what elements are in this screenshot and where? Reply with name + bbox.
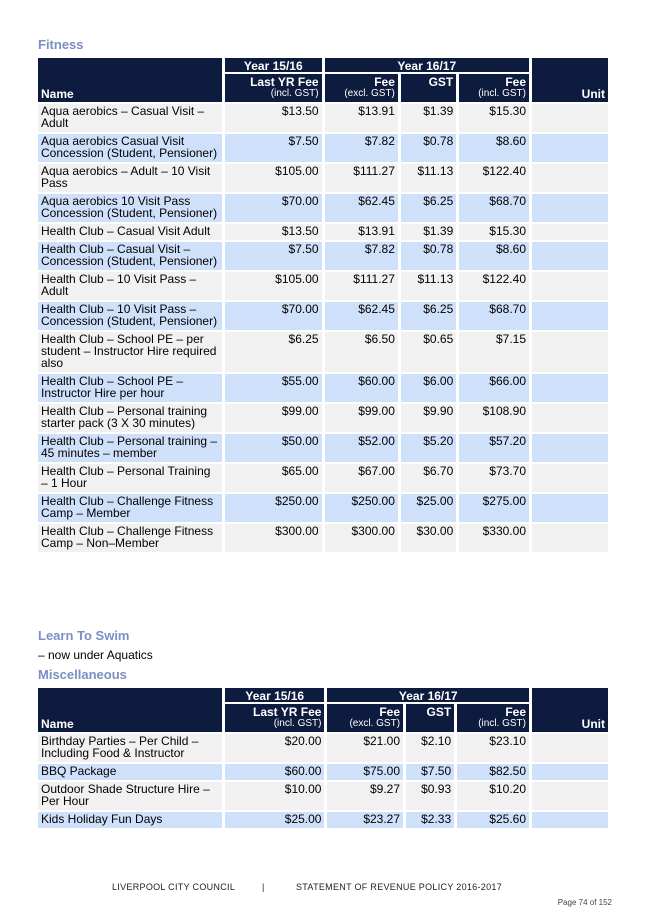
cell-gst: $5.20 [401,434,456,462]
cell-unit [532,524,608,552]
cell-unit [532,272,608,300]
cell-fee: $75.00 [327,764,403,780]
cell-unit [532,224,608,240]
cell-name: Aqua aerobics – Adult – 10 Visit Pass [38,164,222,192]
unit-column-header: Unit [532,688,608,732]
name-column-header: Name [38,58,222,102]
cell-fee: $13.91 [325,104,398,132]
cell-gst: $2.10 [406,734,454,762]
cell-name: Health Club – School PE – Instructor Hire per hour [38,374,222,402]
table-row [38,764,608,780]
cell-last: $300.00 [225,524,322,552]
cell-fee: $6.50 [325,332,398,372]
table-row [38,104,608,132]
cell-unit [532,164,608,192]
cell-fee: $7.82 [325,134,398,162]
cell-gst: $6.70 [401,464,456,492]
cell-incl: $8.60 [459,242,529,270]
cell-fee: $111.27 [325,272,398,300]
cell-last: $55.00 [225,374,322,402]
cell-name: Health Club – Casual Visit Adult [38,224,222,240]
cell-last: $13.50 [225,104,322,132]
cell-last: $105.00 [225,272,322,300]
table-row [38,272,608,300]
cell-last: $20.00 [225,734,324,762]
table-row [38,374,608,402]
table-row [38,734,608,762]
cell-unit [532,242,608,270]
cell-last: $105.00 [225,164,322,192]
table-row [38,464,608,492]
year-cur-header: Year 16/17 [327,688,529,702]
cell-unit [532,302,608,330]
table-row [38,494,608,522]
cell-name: Aqua aerobics 10 Visit Pass Concession (Student, Pensioner) [38,194,222,222]
cell-last: $70.00 [225,302,322,330]
cell-incl: $25.60 [457,812,529,828]
cell-name: Kids Holiday Fun Days [38,812,222,828]
fitness-fee-table [35,56,611,554]
cell-name: Health Club – Personal training starter pack (3 X 30 minutes) [38,404,222,432]
cell-name: Birthday Parties – Per Child – Including Food & Instructor [38,734,222,762]
name-column-header: Name [38,688,222,732]
footer-separator: | [262,882,265,892]
cell-unit [532,194,608,222]
cell-name: Health Club – Challenge Fitness Camp – Member [38,494,222,522]
cell-fee: $60.00 [325,374,398,402]
cell-fee: $99.00 [325,404,398,432]
year-prev-header: Year 15/16 [225,688,324,702]
cell-gst: $6.00 [401,374,456,402]
cell-incl: $7.15 [459,332,529,372]
cell-gst: $0.78 [401,242,456,270]
cell-gst: $0.65 [401,332,456,372]
cell-last: $7.50 [225,134,322,162]
cell-name: Health Club – Challenge Fitness Camp – Non–Member [38,524,222,552]
misc-fee-table [35,686,611,830]
footer-policy: STATEMENT OF REVENUE POLICY 2016-2017 [296,882,503,892]
cell-incl: $15.30 [459,104,529,132]
cell-last: $65.00 [225,464,322,492]
fitness-title: Fitness [38,37,84,52]
cell-incl: $15.30 [459,224,529,240]
cell-last: $7.50 [225,242,322,270]
cell-last: $50.00 [225,434,322,462]
cell-gst: $30.00 [401,524,456,552]
year-cur-header: Year 16/17 [325,58,529,72]
table-row [38,194,608,222]
fee-excl-header: Fee (excl. GST) [325,74,398,102]
cell-incl: $73.70 [459,464,529,492]
table-row [38,134,608,162]
cell-fee: $9.27 [327,782,403,810]
last-yr-fee-header: Last YR Fee (incl. GST) [225,74,322,102]
cell-incl: $68.70 [459,194,529,222]
cell-incl: $330.00 [459,524,529,552]
footer-org: LIVERPOOL CITY COUNCIL [112,882,236,892]
cell-unit [532,374,608,402]
table-row [38,302,608,330]
cell-unit [532,404,608,432]
cell-incl: $68.70 [459,302,529,330]
cell-unit [532,464,608,492]
cell-incl: $23.10 [457,734,529,762]
year-prev-header: Year 15/16 [225,58,322,72]
cell-incl: $8.60 [459,134,529,162]
cell-unit [532,332,608,372]
cell-last: $250.00 [225,494,322,522]
cell-unit [532,494,608,522]
cell-name: Health Club – Casual Visit – Concession (Student, Pensioner) [38,242,222,270]
misc-title: Miscellaneous [38,667,127,682]
table-row [38,434,608,462]
cell-name: Health Club – 10 Visit Pass – Concession (Student, Pensioner) [38,302,222,330]
cell-fee: $62.45 [325,194,398,222]
cell-incl: $122.40 [459,272,529,300]
cell-fee: $21.00 [327,734,403,762]
cell-unit [532,434,608,462]
cell-incl: $122.40 [459,164,529,192]
gst-header: GST [401,74,456,102]
cell-gst: $9.90 [401,404,456,432]
table-row [38,164,608,192]
cell-unit [532,812,608,828]
fee-incl-header: Fee (incl. GST) [457,704,529,732]
learn-to-swim-title: Learn To Swim [38,628,130,643]
cell-name: Aqua aerobics – Casual Visit – Adult [38,104,222,132]
page-number: Page 74 of 152 [557,898,612,907]
last-yr-fee-header: Last YR Fee (incl. GST) [225,704,324,732]
cell-unit [532,104,608,132]
cell-unit [532,134,608,162]
table-row [38,782,608,810]
table-row [38,404,608,432]
cell-gst: $25.00 [401,494,456,522]
cell-incl: $66.00 [459,374,529,402]
cell-gst: $1.39 [401,224,456,240]
unit-column-header: Unit [532,58,608,102]
cell-incl: $275.00 [459,494,529,522]
gst-header: GST [406,704,454,732]
cell-name: Health Club – Personal Training – 1 Hour [38,464,222,492]
cell-name: Health Club – School PE – per student – Instructor Hire required also [38,332,222,372]
cell-last: $70.00 [225,194,322,222]
cell-gst: $6.25 [401,302,456,330]
cell-unit [532,734,608,762]
cell-last: $10.00 [225,782,324,810]
learn-to-swim-note: – now under Aquatics [38,648,153,662]
fee-excl-header: Fee (excl. GST) [327,704,403,732]
cell-gst: $6.25 [401,194,456,222]
cell-last: $60.00 [225,764,324,780]
cell-fee: $250.00 [325,494,398,522]
cell-incl: $82.50 [457,764,529,780]
cell-fee: $23.27 [327,812,403,828]
cell-gst: $11.13 [401,164,456,192]
cell-last: $13.50 [225,224,322,240]
cell-unit [532,782,608,810]
cell-fee: $13.91 [325,224,398,240]
cell-fee: $7.82 [325,242,398,270]
cell-gst: $2.33 [406,812,454,828]
cell-incl: $10.20 [457,782,529,810]
cell-incl: $108.90 [459,404,529,432]
cell-fee: $52.00 [325,434,398,462]
cell-name: Outdoor Shade Structure Hire – Per Hour [38,782,222,810]
table-row [38,224,608,240]
cell-name: Health Club – Personal training – 45 minutes – member [38,434,222,462]
cell-gst: $0.78 [401,134,456,162]
table-row [38,524,608,552]
cell-fee: $300.00 [325,524,398,552]
table-row [38,242,608,270]
cell-gst: $11.13 [401,272,456,300]
cell-name: Aqua aerobics Casual Visit Concession (Student, Pensioner) [38,134,222,162]
cell-last: $6.25 [225,332,322,372]
cell-fee: $62.45 [325,302,398,330]
cell-last: $99.00 [225,404,322,432]
cell-fee: $111.27 [325,164,398,192]
cell-last: $25.00 [225,812,324,828]
table-row [38,812,608,828]
cell-fee: $67.00 [325,464,398,492]
cell-gst: $0.93 [406,782,454,810]
cell-gst: $7.50 [406,764,454,780]
cell-unit [532,764,608,780]
cell-name: BBQ Package [38,764,222,780]
fee-incl-header: Fee (incl. GST) [459,74,529,102]
cell-gst: $1.39 [401,104,456,132]
table-row [38,332,608,372]
cell-incl: $57.20 [459,434,529,462]
cell-name: Health Club – 10 Visit Pass – Adult [38,272,222,300]
